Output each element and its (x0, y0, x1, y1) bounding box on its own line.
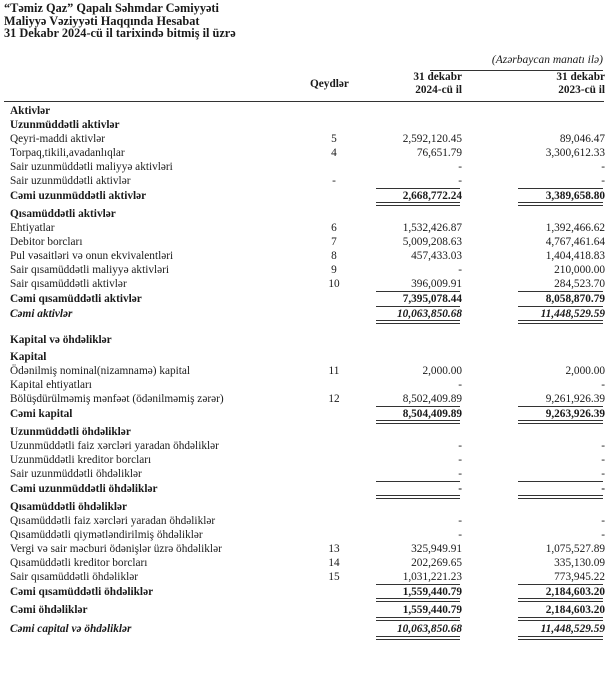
value-2023: 89,046.47 (559, 133, 605, 145)
row-label: Sair uzunmüddətli aktivlər (10, 175, 131, 187)
value-2024: 2,000.00 (422, 365, 462, 377)
value-2023: 1,404,418.83 (545, 250, 605, 262)
row-note: - (332, 175, 336, 187)
value-2023: - (601, 454, 605, 466)
total-double-rule (376, 598, 460, 602)
value-2023: 3,389,658.80 (545, 190, 605, 202)
row-label: Pul vəsaitləri və onun ekvivalentləri (10, 250, 174, 262)
value-2024: 8,504,409.89 (402, 408, 462, 420)
table-row (0, 425, 609, 439)
row-note: 14 (328, 557, 340, 569)
row-note: 13 (328, 543, 340, 555)
table-row (0, 407, 609, 421)
total-double-rule (376, 420, 460, 424)
row-label: Sair uzunmüddətli öhdəliklər (10, 468, 142, 480)
row-label: Uzunmüddətli aktivlər (10, 119, 120, 131)
value-2023: 8,058,870.79 (545, 293, 605, 305)
report-header (4, 2, 236, 40)
table-top-rule (4, 101, 604, 102)
value-2023: 9,261,926.39 (545, 393, 605, 405)
total-double-rule (518, 495, 603, 499)
row-note: 12 (328, 393, 340, 405)
value-2024: 2,592,120.45 (402, 133, 462, 145)
total-double-rule (376, 202, 460, 206)
table-row (0, 221, 609, 235)
row-note: 6 (331, 222, 337, 234)
value-2023: 3,300,612.33 (545, 147, 605, 159)
value-2024: 76,651.79 (416, 147, 462, 159)
row-label: Uzunmüddətli kreditor borcları (10, 454, 152, 466)
table-row (0, 556, 609, 570)
value-2024: 202,269.65 (411, 557, 462, 569)
table-row (0, 277, 609, 291)
value-2023: - (601, 175, 605, 187)
value-2023: 335,130.09 (554, 557, 605, 569)
value-2024: - (458, 440, 462, 452)
row-label: Torpaq,tikili,avadanlıqlar (10, 147, 125, 159)
row-label: Qeyri-maddi aktivlər (10, 133, 106, 145)
row-label: Cəmi kapital (10, 408, 73, 420)
table-row (0, 542, 609, 556)
table-row (0, 514, 609, 528)
row-label: Cəmi uzunmüddətli öhdəliklər (10, 483, 158, 495)
row-note: 5 (331, 133, 337, 145)
value-2024: - (458, 175, 462, 187)
table-row (0, 307, 609, 321)
value-2023: - (601, 468, 605, 480)
table-row (0, 350, 609, 364)
value-2023: 11,448,529.59 (540, 308, 605, 320)
row-label: Cəmi aktivlər (10, 308, 73, 320)
table-row (0, 467, 609, 481)
value-2024: 2,668,772.24 (402, 190, 462, 202)
row-note: 15 (328, 571, 340, 583)
value-2024: 8,502,409.89 (402, 393, 462, 405)
row-label: Cəmi uzunmüddətli aktivlər (10, 190, 147, 202)
value-2024: 10,063,850.68 (397, 308, 462, 320)
total-double-rule (376, 495, 460, 499)
table-row (0, 482, 609, 496)
value-2024: - (458, 264, 462, 276)
table-row (0, 453, 609, 467)
table-row (0, 207, 609, 221)
table-row (0, 378, 609, 392)
table-row (0, 104, 609, 118)
value-2023: 1,392,466.62 (545, 222, 605, 234)
row-note: 10 (328, 278, 340, 290)
value-2024: 7,395,078.44 (402, 293, 462, 305)
table-row (0, 263, 609, 277)
value-2024: 1,532,426.87 (402, 222, 462, 234)
value-2023: - (601, 483, 605, 495)
value-2024: - (458, 161, 462, 173)
value-2023: 9,263,926.39 (545, 408, 605, 420)
total-double-rule (518, 617, 603, 621)
table-row (0, 235, 609, 249)
value-2023: 210,000.00 (554, 264, 605, 276)
row-label: Vergi və sair məcburi ödənişlər üzrə öhdəliklər (10, 543, 222, 555)
value-2024: 396,009.91 (411, 278, 462, 290)
value-2024: - (458, 483, 462, 495)
table-row (0, 585, 609, 599)
value-2023: - (601, 529, 605, 541)
value-2023: - (601, 440, 605, 452)
row-label: Ödənilmiş nominal(nizamnamə) kapital (10, 365, 191, 377)
row-label: Sair qısamüddətli maliyyə aktivləri (10, 264, 170, 276)
value-2024: 1,559,440.79 (402, 604, 462, 616)
row-label: Uzunmüddətli faiz xərcləri yaradan öhdəliklər (10, 440, 219, 452)
total-double-rule (518, 202, 603, 206)
row-note: 7 (331, 236, 337, 248)
table-row (0, 249, 609, 263)
notes-column-header: Qeydlər (310, 78, 349, 90)
total-double-rule (376, 320, 460, 324)
table-row (0, 132, 609, 146)
table-row (0, 174, 609, 188)
column-2024-line2: 2024-cü il (415, 84, 462, 96)
table-row (0, 622, 609, 636)
value-2024: 5,009,208.63 (402, 236, 462, 248)
statement-title: Maliyyə Vəziyyəti Haqqında Hesabat (4, 13, 200, 28)
table-row (0, 333, 609, 347)
row-label: Ehtiyatlar (10, 222, 55, 234)
row-note: 4 (331, 147, 337, 159)
value-2024: - (458, 515, 462, 527)
row-label: Kapital ehtiyatları (10, 379, 92, 391)
table-row (0, 189, 609, 203)
row-label: Kapital (10, 351, 47, 363)
value-2024: - (458, 468, 462, 480)
value-2024: - (458, 454, 462, 466)
total-double-rule (518, 320, 603, 324)
row-label: Qısamüddətli öhdəliklər (10, 501, 128, 513)
value-2023: 2,184,603.20 (545, 604, 605, 616)
company-name: “Təmiz Qaz” Qapalı Səhmdar Cəmiyyəti (4, 1, 219, 15)
row-label: Sair qısamüddətli öhdəliklər (10, 571, 139, 583)
row-label: Qısamüddətli qiymətləndirilmiş öhdəliklər (10, 529, 203, 541)
row-label: Sair qısamüddətli aktivlər (10, 278, 127, 290)
table-row (0, 292, 609, 306)
total-double-rule (376, 617, 460, 621)
table-row (0, 603, 609, 617)
row-label: Debitor borcları (10, 236, 83, 248)
column-2023-line2: 2023-cü il (558, 84, 605, 96)
table-row (0, 146, 609, 160)
row-label: Qısamüddətli kreditor borcları (10, 557, 148, 569)
row-label: Cəmi qısamüddətli aktivlər (10, 293, 142, 305)
row-label: Qısamüddətli aktivlər (10, 208, 116, 220)
row-label: Qısamüddətli faiz xərcləri yaradan öhdəliklər (10, 515, 216, 527)
row-label: Cəmi öhdəliklər (10, 604, 88, 616)
table-row (0, 392, 609, 406)
value-2023: - (601, 161, 605, 173)
total-double-rule (518, 420, 603, 424)
table-row (0, 439, 609, 453)
column-header-2024 (413, 71, 462, 97)
value-2024: 325,949.91 (411, 543, 462, 555)
row-note: 11 (328, 365, 340, 377)
total-double-rule (518, 598, 603, 602)
value-2023: - (601, 379, 605, 391)
table-row (0, 528, 609, 542)
value-2023: 2,000.00 (565, 365, 605, 377)
column-2024-line1: 31 dekabr (413, 71, 462, 83)
column-header-2023 (556, 71, 605, 97)
row-label: Kapital və öhdəliklər (10, 334, 112, 346)
value-2023: 2,184,603.20 (545, 586, 605, 598)
value-2023: 284,523.70 (554, 278, 605, 290)
table-row (0, 364, 609, 378)
value-2024: 1,559,440.79 (402, 586, 462, 598)
row-label: Aktivlər (10, 105, 51, 117)
row-label: Cəmi qısamüddətli öhdəliklər (10, 586, 154, 598)
value-2024: 10,063,850.68 (397, 623, 462, 635)
table-row (0, 118, 609, 132)
value-2023: - (601, 515, 605, 527)
value-2024: - (458, 529, 462, 541)
total-double-rule (376, 636, 460, 640)
row-note: 9 (331, 264, 337, 276)
value-2024: - (458, 379, 462, 391)
table-row (0, 160, 609, 174)
value-2023: 4,767,461.64 (545, 236, 605, 248)
period-line: 31 Dekabr 2024-cü il tarixində bitmiş il üzrə (4, 26, 236, 41)
table-row (0, 570, 609, 584)
row-label: Uzunmüddətli öhdəliklər (10, 426, 131, 438)
value-2024: 1,031,221.23 (402, 571, 462, 583)
total-double-rule (518, 636, 603, 640)
value-2023: 1,075,527.89 (545, 543, 605, 555)
row-note: 8 (331, 250, 337, 262)
value-2024: 457,433.03 (411, 250, 462, 262)
row-label: Cəmi capital və öhdəliklər (10, 623, 132, 635)
column-2023-line1: 31 dekabr (556, 71, 605, 83)
value-2023: 11,448,529.59 (540, 623, 605, 635)
currency-note: (Azərbaycan manatı ilə) (491, 54, 603, 66)
table-row (0, 500, 609, 514)
value-2023: 773,945.22 (554, 571, 605, 583)
row-label: Bölüşdürülməmiş mənfəət (ödənilməmiş zərər) (10, 393, 224, 405)
row-label: Sair uzunmüddətli maliyyə aktivləri (10, 161, 173, 173)
